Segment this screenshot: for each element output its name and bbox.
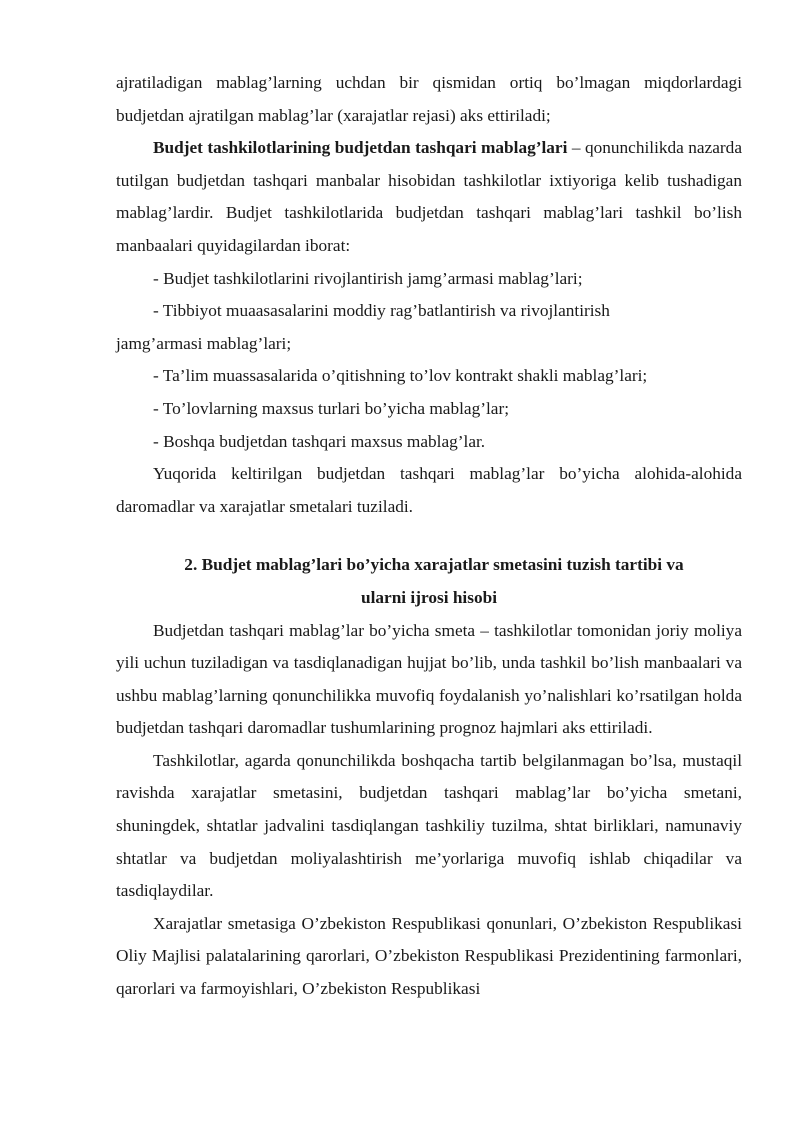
list-item: - Ta’lim muassasalarida o’qitishning to’lov kontrakt shakli mablag’lari; [153,366,648,386]
section-heading [116,549,742,614]
section-heading-line: 2. Budjet mablag’lari bo’yicha xarajatlar smetasini tuzish tartibi va [184,555,684,575]
defined-term: Budjet tashkilotlarining budjetdan tashqari mablag’lari [153,138,568,158]
list-item: - Boshqa budjetdan tashqari maxsus mablag’lar. [153,431,486,451]
document-body [116,67,742,1006]
section-heading-line: ularni ijrosi hisobi [360,587,498,607]
paragraph: Budjetdan tashqari mablag’lar bo’yicha smeta – tashkilotlar tomonidan joriy moliya yili uchun tuziladigan va tasdiqlanadigan hujjat bo’lib, unda tashkil bo’lish manbaalari va ushbu mablag’larning qonunchilikka muvofiq foydalanish yo’nalishlari ko’rsatilgan holda budjetdan tashqari daromadlar tushumlarining prognoz hajmlari aks ettiriladi. [116,620,742,738]
list-item-continuation: jamg’armasi mablag’lari; [116,333,292,353]
paragraph-definition [116,132,742,262]
paragraph-summary: Yuqorida keltirilgan budjetdan tashqari mablag’lar bo’yicha alohida-alohida daromadlar va xarajatlar smetalari tuziladi. [116,464,742,516]
paragraph-continuation: ajratiladigan mablag’larning uchdan bir qismidan ortiq bo’lmagan miqdorlardagi budjetdan ajratilgan mablag’lar (xarajatlar rejasi) aks ettiriladi; [116,73,742,125]
list-item: - Tibbiyot muaasasalarini moddiy rag’batlantirish va rivojlantirish [153,301,610,321]
paragraph: Tashkilotlar, agarda qonunchilikda boshqacha tartib belgilanmagan bo’lsa, mustaqil ravishda xarajatlar smetasini, budjetdan tashqari mablag’lar bo’yicha smetani, shuningdek, shtatlar jadvalini tasdiqlangan tashkiliy tuzilma, shtat birliklari, namunaviy shtatlar va budjetdan moliyalashtirish me’yorlariga muvofiq ishlab chiqadilar va tasdiqlaydilar. [116,750,742,901]
list-item: - Budjet tashkilotlarini rivojlantirish jamg’armasi mablag’lari; [153,268,583,288]
definition-text: – qonunchilikda nazarda tutilgan budjetdan tashqari manbalar hisobidan tashkilotlar ixtiyoriga kelib tushadigan mablag’lardir. Budjet tashkilotlarida budjetdan tashqari mablag’lari tashkil bo’lish manbaalari quyidagilardan iborat: [116,138,742,255]
list-item: - To’lovlarning maxsus turlari bo’yicha mablag’lar; [153,398,509,418]
paragraph: Xarajatlar smetasiga O’zbekiston Respublikasi qonunlari, O’zbekiston Respublikasi Oliy Majlisi palatalarining qarorlari, O’zbekiston Respublikasi Prezidentining farmonlari, qarorlari va farmoyishlari, O’zbekiston Respublikasi [116,913,742,999]
